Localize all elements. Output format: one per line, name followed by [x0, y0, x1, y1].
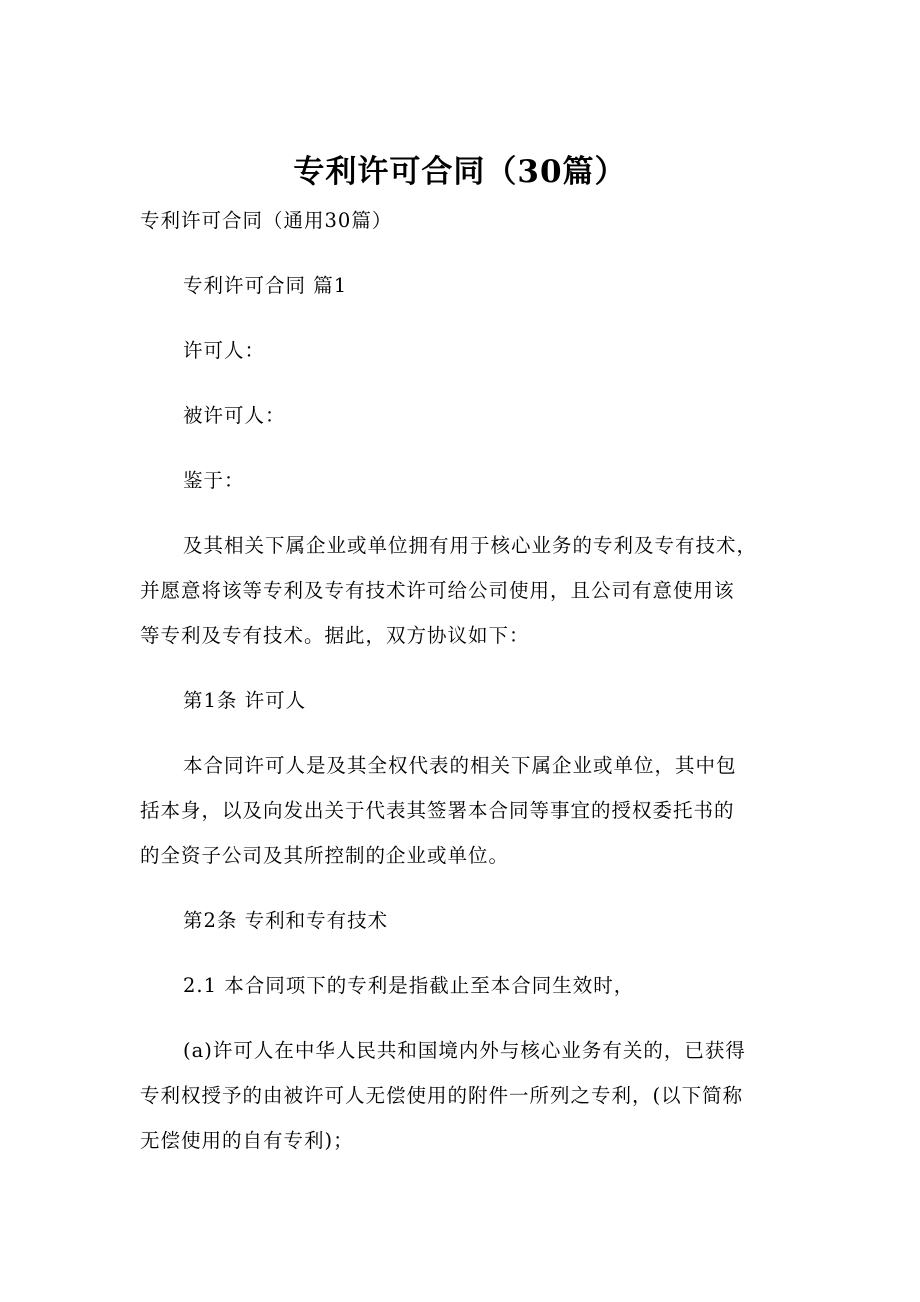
- text-line: 第1条 许可人: [183, 689, 307, 712]
- paragraph: [140, 1028, 800, 1163]
- paragraph: [140, 963, 800, 1008]
- paragraph: [140, 328, 800, 373]
- text-line: 专利权授予的由被许可人无偿使用的附件一所列之专利，(以下简称: [140, 1084, 744, 1107]
- paragraph: [140, 458, 800, 503]
- text-line: 的全资子公司及其所控制的企业或单位。: [140, 844, 510, 867]
- text-line: (a)许可人在中华人民共和国境内外与核心业务有关的，已获得: [183, 1039, 746, 1062]
- text-line: 括本身，以及向发出关于代表其签署本合同等事宜的授权委托书的: [140, 799, 735, 822]
- paragraph: [140, 393, 800, 438]
- paragraph: [140, 523, 800, 658]
- text-line: 许可人：: [183, 339, 266, 362]
- paragraph: [140, 743, 800, 878]
- text-line: 并愿意将该等专利及专有技术许可给公司使用，且公司有意使用该: [140, 579, 735, 602]
- text-line: 等专利及专有技术。据此，双方协议如下：: [140, 624, 530, 647]
- text-line: 2.1 本合同项下的专利是指截止至本合同生效时，: [183, 974, 635, 997]
- paragraph: [140, 198, 800, 243]
- text-line: 及其相关下属企业或单位拥有用于核心业务的专利及专有技术，: [183, 534, 758, 557]
- text-line: 鉴于：: [183, 469, 245, 492]
- document-body: [140, 198, 800, 1183]
- paragraph: [140, 898, 800, 943]
- paragraph: [140, 263, 800, 308]
- document-title: 专利许可合同（30篇）: [293, 154, 627, 190]
- text-line: 无偿使用的自有专利)；: [140, 1129, 354, 1152]
- text-line: 被许可人：: [183, 404, 286, 427]
- text-line: 专利许可合同（通用30篇）: [140, 209, 393, 232]
- paragraph: [140, 678, 800, 723]
- text-line: 第2条 专利和专有技术: [183, 909, 389, 932]
- text-line: 专利许可合同 篇1: [183, 274, 348, 297]
- text-line: 本合同许可人是及其全权代表的相关下属企业或单位，其中包: [183, 754, 737, 777]
